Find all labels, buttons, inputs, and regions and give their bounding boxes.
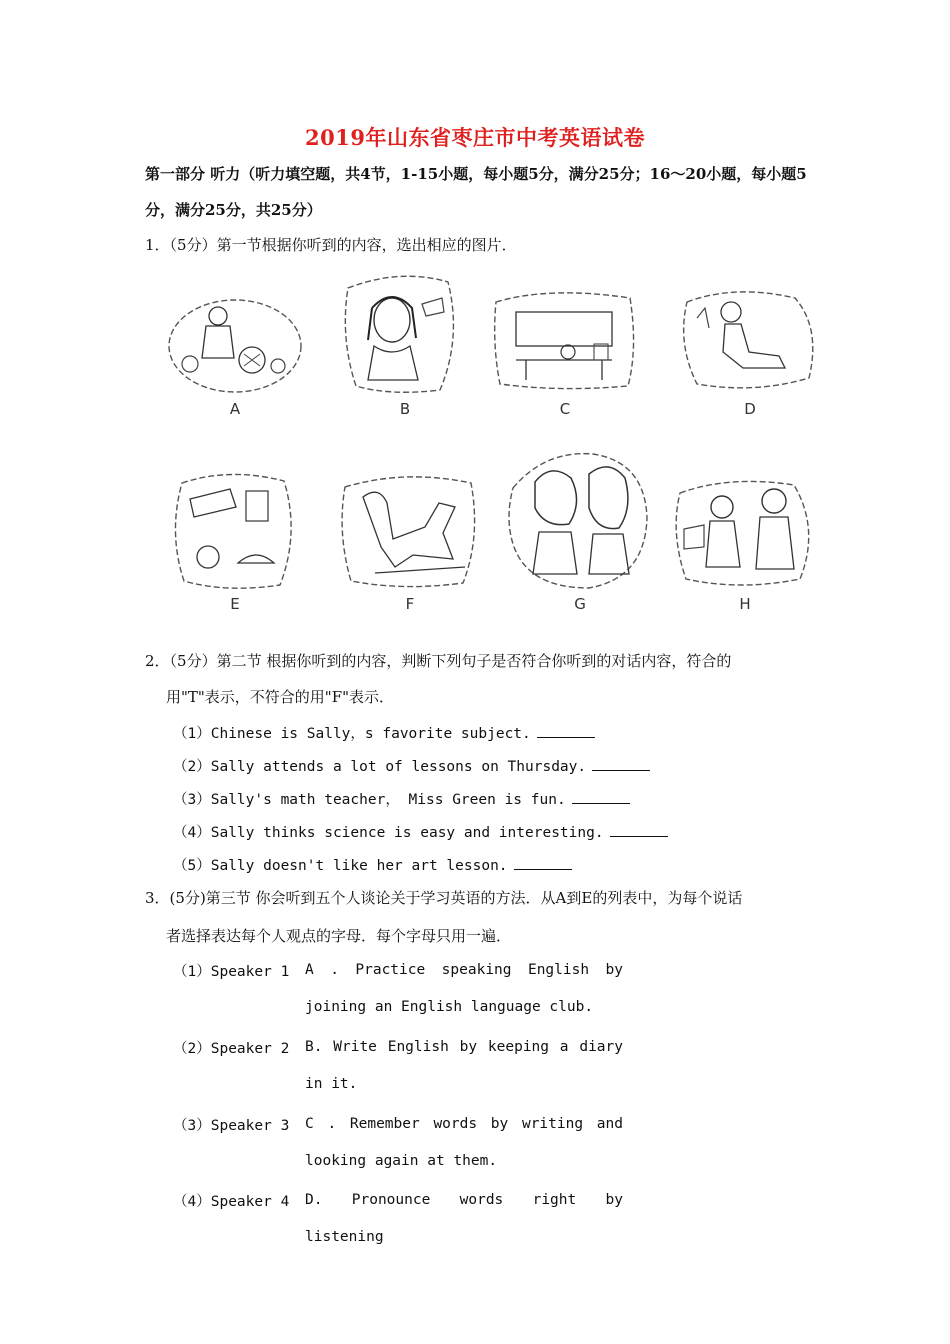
option-text: A . Practice speaking English by joining an English language club.: [305, 962, 623, 1015]
answer-blank[interactable]: [537, 725, 595, 738]
part-one-header: 第一部分 听力（听力填空题，共4节，1-15小题，每小题5分，满分25分；16～20小题，每小题5分，满分25分，共25分）: [145, 165, 807, 219]
picture-label: G: [574, 595, 586, 613]
classroom-scene-drawing: [490, 268, 640, 398]
answer-blank[interactable]: [572, 791, 630, 804]
question-2-item: （2）Sally attends a lot of lessons on Thursday.: [173, 755, 650, 776]
option-text: D. Pronounce words right by listening: [305, 1192, 623, 1245]
picture-h: [670, 463, 820, 623]
boy-with-fruit-drawing: [160, 268, 310, 398]
picture-label: D: [744, 400, 756, 418]
picture-label: F: [405, 595, 415, 613]
page-title: 2019年山东省枣庄市中考英语试卷: [305, 125, 645, 150]
toys-drawing: [160, 463, 310, 593]
question-2-text-cont: 用"T"表示，不符合的用"F"表示．: [166, 688, 395, 706]
picture-f: [335, 463, 485, 623]
picture-label: A: [229, 400, 241, 418]
speaker-label: （1）Speaker 1: [173, 964, 290, 980]
question-2-item: （3）Sally's math teacher， Miss Green is fun.: [173, 788, 630, 809]
answer-blank[interactable]: [610, 824, 668, 837]
picture-b: [330, 268, 480, 428]
question-3-text-cont: 者选择表达每个人观点的字母．每个字母只用一遍．: [166, 927, 512, 945]
question-2-item: （4）Sally thinks science is easy and interesting.: [173, 821, 668, 842]
two-men-talking-drawing: [670, 463, 820, 593]
question-2-item: （1）Chinese is Sally，s favorite subject.: [173, 722, 595, 743]
speaker-label: （3）Speaker 3: [173, 1118, 290, 1134]
question-2-item: （5）Sally doesn't like her art lesson.: [173, 854, 572, 875]
person-sitting-drawing: [675, 268, 825, 398]
question-3-text: 3．(5分)第三节 你会听到五个人谈论关于学习英语的方法．从A到E的列表中，为每个说话: [145, 889, 743, 907]
answer-blank[interactable]: [592, 758, 650, 771]
picture-grid: [160, 268, 820, 628]
question-1-text: 1．（5分）第一节根据你听到的内容，选出相应的图片．: [145, 236, 517, 254]
question-2-text: 2．（5分）第二节 根据你听到的内容，判断下列句子是否符合你听到的对话内容，符合的: [145, 652, 732, 670]
option-text: C . Remember words by writing and looking again at them.: [305, 1116, 623, 1169]
picture-c: [490, 268, 640, 428]
answer-blank[interactable]: [514, 857, 572, 870]
option-text: B. Write English by keeping a diary in it.: [305, 1039, 623, 1092]
speaker-label: （2）Speaker 2: [173, 1041, 290, 1057]
picture-e: [160, 463, 310, 623]
picture-label: C: [559, 400, 571, 418]
girl-portrait-drawing: [330, 268, 480, 398]
speaker-label: （4）Speaker 4: [173, 1194, 290, 1210]
picture-label: H: [739, 595, 751, 613]
two-girls-drawing: [505, 448, 655, 593]
dinosaur-drawing: [335, 463, 485, 593]
picture-g: [505, 448, 655, 613]
picture-d: [675, 268, 825, 428]
picture-label: B: [399, 400, 411, 418]
picture-a: [160, 268, 310, 428]
picture-label: E: [230, 595, 240, 613]
